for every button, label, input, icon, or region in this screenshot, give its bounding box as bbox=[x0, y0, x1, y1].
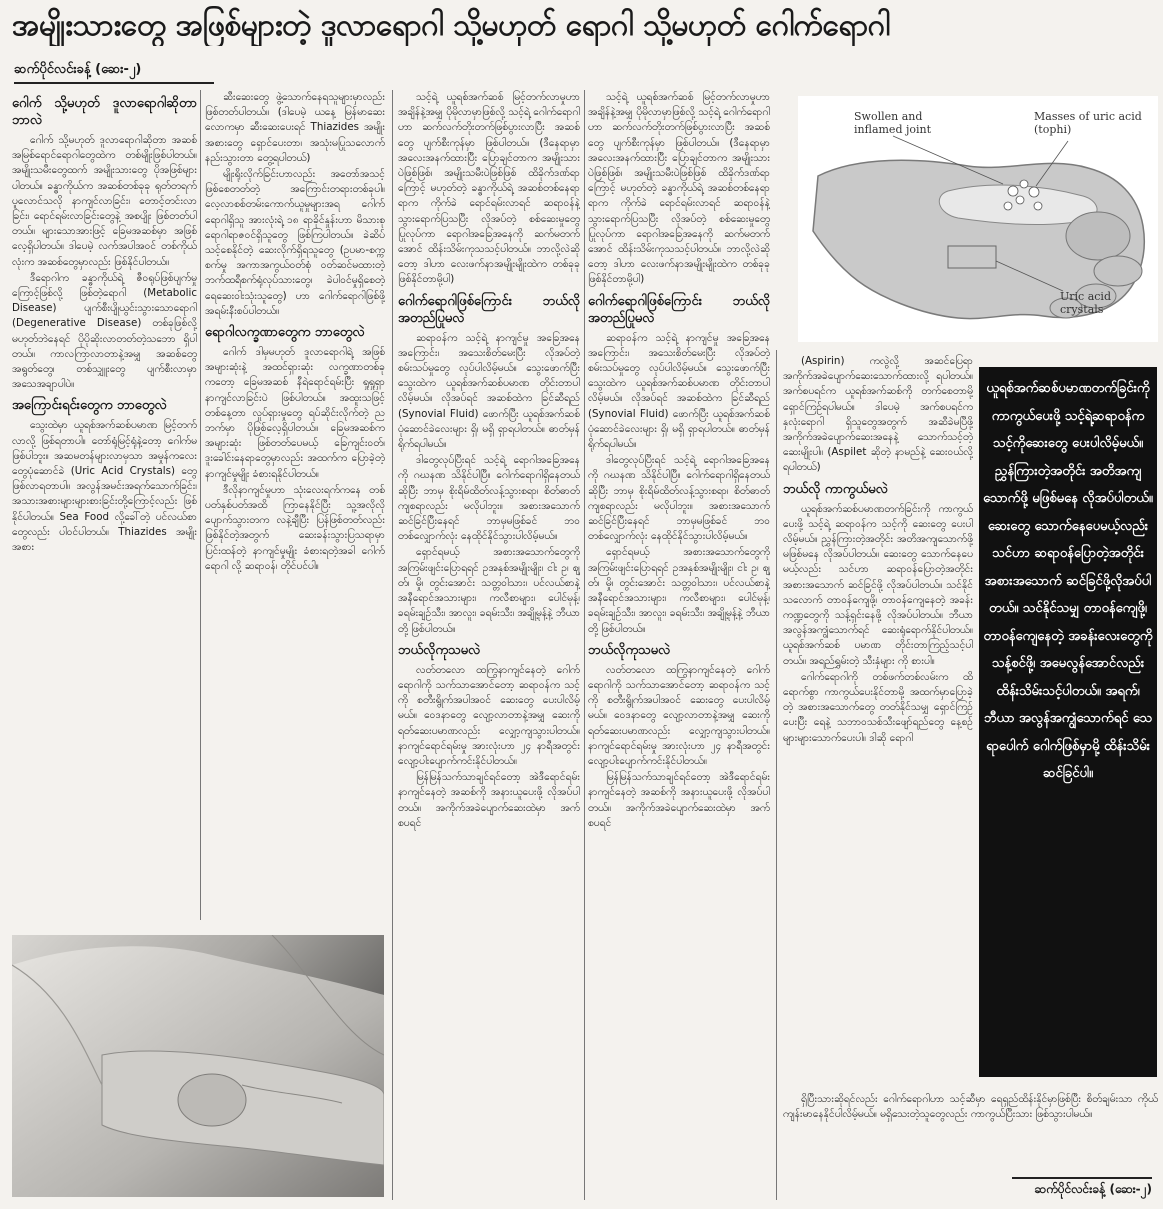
paragraph: မျိုးရိုးလိုက်ခြင်းဟာလည်း အတော်အသင့်ဖြစ်စေတတ်တဲ့ အကြောင်းတရားတစ်ခုပါ။ လေ့လာစစ်တမ်းကောက်ယူမှုများအရ ဂေါက်ရောဂါရှိသူ အားလုံးရဲ့ ၁၈ ရာခိုင်နှုန်းဟာ မိသားစုရောဂါရာဇဝင်ရှိသူတွေ ဖြစ်ကြပါတယ်။ ခဲဆိပ်သင့်စေနိုင်တဲ့ ဆေးလိုက်ရှိရသူတွေ (ဥပမာ-စက္ကစက်မှု အကာအကွယ်ဝတ်စုံ ဝတ်ဆင်မထားတဲ့ ဘက်ထရီစက်ရုံလုပ်သားတွေ၊ ခဲပါဝင်မှုရှိစေတဲ့ ရေဆေးဝါးသုံးသူတွေ) ဟာ ဂေါက်ရောဂါဖြစ်ဖို့ အရမ်းနီးစပ်ပါတယ်။ bbox=[205, 168, 385, 317]
paragraph: ရှောင်ရမယ့် အစားအသောက်တွေကို အကြမ်းဖျင်းပြောရရင် ဥအနှစ်အမျိုးမျိုး၊ ငါး ဥ၊ ဈွတ်၊ မှို၊ တွင်းအောင်း သတ္တဝါသား၊ ပင်လယ်စာနဲ့ အနီရောင်အသားများ၊ ကလီစာများ၊ ပေါင်မုန့်၊ ခရမ်းချဉ်သီး၊ အာလူး၊ ခရမ်းသီး၊ အချို့မုန့်နဲ့ ဘီယာတို့ ဖြစ်ပါတယ်။ bbox=[398, 546, 580, 635]
column-rule bbox=[392, 90, 393, 1200]
byline: ဆက်ပိုင်လင်းခန့် (ဆေး-၂) bbox=[14, 58, 214, 84]
paragraph: လတ်တလော ထကြွနာကျင်နေတဲ့ ဂေါက်ရောဂါကို သက်သာအောင်တော့ ဆရာဝန်က သင့်ကို စတီးရွိုက်အပါအဝင် ဆေးတွေ ပေးပါလိမ့်မယ်။ ဝေဒနာတွေ လျော့လာတာနဲ့အမျှ ဆေးကိုရတ်ဆေးပမာဏလည်း လျှော့ကျသွားပါတယ်။ နာကျင်ရောင်ရမ်းမှု အားလုံးဟာ ၂၄ နာရီအတွင်း လျော့ပါးပျောက်ကင်းနိုင်ပါတယ်။ bbox=[588, 663, 770, 767]
hand-drawing bbox=[12, 935, 384, 1197]
column-1 bbox=[12, 90, 197, 920]
section-heading: အကြောင်းရင်းတွေက ဘာတွေလဲ bbox=[12, 398, 167, 414]
column-2 bbox=[205, 90, 385, 920]
pull-quote-sidebar: ယူရစ်အက်ဆစ်ပမာဏတက်ခြင်းကို ကာကွယ်ပေးဖို့ သင့်ရဲ့ဆရာဝန်က သင့်ကိုဆေးတွေ ပေးပါလိမ့်မယ်။ ညွှန်ကြားတဲ့အတိုင်း အတိအကျသောက်ဖို့ မဖြစ်မနေ လိုအပ်ပါတယ်။ ဆေးတွေ သောက်နေပေမယ့်လည်း သင်ဟာ ဆရာဝန်ပြောတဲ့အတိုင်း အစားအသောက် ဆင်ခြင်ဖို့လိုအပ်ပါတယ်။ သင်နိုင်သမျှ တာဝန်ကျေဖို့၊ တာဝန်ကျေနေတဲ့ အခန်းလေးတွေကို သန့်စင်ဖို့၊ အမေလွန်အောင်လည်း ထိန်းသိမ်းသင့်ပါတယ်။ အရက်၊ ဘီယာ အလွန်အကျွံသောက်ရင် သေရာပေါက် ဂေါက်ဖြစ်မှာမို့ ထိန်းသိမ်းဆင်ခြင်ပါ။ bbox=[979, 367, 1157, 1077]
paragraph: ယူရစ်အက်ဆစ်ပမာဏတက်ခြင်းကို ကာကွယ်ပေးဖို့ သင့်ရဲ့ ဆရာဝန်က သင့်ကို ဆေးတွေ ပေးပါလိမ့်မယ်။ ညွှန်ကြားတဲ့အတိုင်း အတိအကျသောက်ဖို့ မဖြစ်မနေ လိုအပ်ပါတယ်။ ဆေးတွေ သောက်နေပေမယ့်လည်း သင်ဟာ ဆရာဝန်ပြောတဲ့အတိုင်း အစားအသောက် ဆင်ခြင်ဖို့ လိုအပ်ပါတယ်။ သင်နိုင်သလောက် တာဝန်ကျေဖို့၊ တာဝန်ကျေနေတဲ့ အခန်းကဏ္ဍတွေကို သန့်ရှင်းနေဖို့ လိုအပ်ပါတယ်။ ဘီယာ အလွန်အကျွံသောက်ရင် ဆေးရုံရောက်နိုင်ပါတယ်။ ယူရစ်အက်ဆစ် ပမာဏ တိုင်းတာကြည့်သင့်ပါတယ်။ အရည်ရွှမ်းတဲ့ သီးနှံများ ကို စားပါ။ bbox=[783, 502, 973, 667]
paragraph: ဂေါက် သို့မဟုတ် ဒူလာရောဂါဆိုတာ အဆစ်အမြစ်ရောင်ရောဂါတွေထဲက တစ်မျိုးဖြစ်ပါတယ်။ အမျိုးသမီးတွေထက် အမျိုးသားတွေ ပိုအဖြစ်များပါတယ်။ ခန္ဓာကိုယ်က အဆစ်တစ်ခုခု ရုတ်တရက် ပူလောင်သလို နာကျင်လာခြင်း၊ တောင့်တင်းလာခြင်း၊ ရောင်ရမ်းလာခြင်းတွေနဲ့ အစပျိုး ဖြစ်တတ်ပါတယ်။ များသောအားဖြင့် ခြေမအဆစ်မှာ အဖြစ်လေ့ရှိပါတယ်။ ဒါပေမဲ့ လက်အပါအဝင် တစ်ကိုယ်လုံးက အဆစ်တွေမှာလည်း ဖြစ်နိုင်ပါတယ်။ bbox=[12, 134, 197, 268]
paragraph: သွေးထဲမှာ ယူရစ်အက်ဆစ်ပမာဏ မြင့်တက်လာလို့ ဖြစ်ရတာပါ။ တော်ရုံမြင့်ရုံနဲ့တော့ ဂေါက်မဖြစ်ပါဘူး။ အဆမတန်များလာမှသာ အမှုန်ကလေးတွေပုံဆောင်ခဲ (Uric Acid Crystals) တွေဖြစ်လာရတာပါ။ အလွန်အမင်းအရက်သောက်ခြင်း၊ အသားအစားများများစားခြင်းတို့ကြောင့်လည်း ဖြစ်နိုင်ပါတယ်။ Sea Food လို့ခေါ်တဲ့ ပင်လယ်စာတွေလည်း ပါဝင်ပါတယ်။ Thiazides အမျိုးအစား bbox=[12, 419, 197, 554]
column-rule bbox=[776, 350, 777, 1200]
section-heading: ဘယ်လိုကုသမလဲ bbox=[398, 642, 481, 658]
section-heading: ရောဂါလက္ခဏာတွေက ဘာတွေလဲ bbox=[205, 325, 365, 341]
paragraph: သင့်ရဲ့ ယူရစ်အက်ဆစ် မြင့်တက်လာမှုဟာ အချိန်နဲ့အမျှ ပိုမိုလာမှာဖြစ်လို့ သင့်ရဲ့ ဂေါက်ရောဂါဟာ ဆက်လက်တိုးတက်ဖြစ်ပွားလာပြီး အဆစ်တွေ ပျက်စီးကုန်မှာ ဖြစ်ပါတယ်။ (ဒီနေရာမှာ အလေးအနက်ထားပြီး ပြောချင်တာက အမျိုးသားပဲဖြစ်ဖြစ်၊ အမျိုးသမီးပဲဖြစ်ဖြစ် ထိခိုက်ဒဏ်ရာကြောင့် မဟုတ်တဲ့ ခန္ဓာကိုယ်ရဲ့ အဆစ်တစ်နေရာရာက ကိုက်ခဲ ရောင်ရမ်းလာရင် ဆရာဝန်နဲ့ သွားရောက်ပြသပြီး လိုအပ်တဲ့ စစ်ဆေးမှုတွေ ပြုလုပ်ကာ ရောဂါအခြေအနေကို ဆက်မတက်အောင် ထိန်းသိမ်းကုသသင့်ပါတယ်။ ဘာလို့လဲဆိုတော့ ဒါဟာ လေးဖက်နာအမျိုးမျိုးထဲက တစ်ခုခု ဖြစ်နိုင်တာမို့ပါ) bbox=[588, 91, 770, 286]
paragraph: ဆရာဝန်က သင့်ရဲ့ နာကျင်မှု အခြေအနေအကြောင်း၊ အသေးစိတ်မေးပြီး လိုအပ်တဲ့စမ်းသပ်မှုတွေ လုပ်ပါလိမ့်မယ်။ သွေးဖောက်ပြီး သွေးထဲက ယူရစ်အက်ဆစ်ပမာဏ တိုင်းတာပါလိမ့်မယ်။ လိုအပ်ရင် အဆစ်ထဲက ခြင်ဆီရည် (Synovial Fluid) ဖောက်ပြီး ယူရစ်အက်ဆစ်ပုံဆောင်ခဲလေးများ ရှိ၊ မရှိ ရှာရပါတယ်။ ဓာတ်မှန်ရိုက်ရပါမယ်။ bbox=[588, 331, 770, 451]
paragraph: ဒါတွေလုပ်ပြီးရင် သင့်ရဲ့ ရောဂါအခြေအနေကို ဂဃနဏ သိနိုင်ပါပြီ။ ဂေါက်ရောဂါရှိနေတယ်ဆိုပြီး ဘာမှ စိုးရိမ်ထိတ်လန့်သွားစရာ၊ စိတ်ဓာတ်ကျစရာလည်း မလိုပါဘူး။ အစားအသောက်ဆင်ခြင်ပြီးနေရင် ဘာမှမဖြစ်ခင် ဘဝတစ်လျှောက်လုံး နေထိုင်နိုင်သွားပါလိမ့်မယ်။ bbox=[398, 454, 580, 543]
column-rule bbox=[584, 90, 585, 1200]
section-heading: ဂေါက်ရောဂါဖြစ်ကြောင်း ဘယ်လို အတည်ပြုမလဲ bbox=[398, 293, 580, 326]
paragraph: (Aspirin) ကလွဲလို့ အဆင်ပြေရာ အကိုက်အခဲပျောက်ဆေးသောက်ထားလို့ ရပါတယ်။ အက်စပရင်က ယူရစ်အက်ဆစ်ကို တက်စေတာမို့ ရှောင်ကြဉ်ရပါမယ်။ ဒါပေမဲ့ အက်စပရင်က နှလုံးရောဂါ ရှိသူတွေအတွက် အဆီခဲမပြီဖို့ အကိုက်အခဲပျောက်ဆေးအနေနဲ့ သောက်သင့်တဲ့ဆေးမျိုးပါ။ (Aspilet ဆိုတဲ့ နာမည်နဲ့ ဆေးဝယ်လို့ရပါတယ်) bbox=[783, 355, 973, 474]
paragraph: သင့်ရဲ့ ယူရစ်အက်ဆစ် မြင့်တက်လာမှုဟာ အချိန်နဲ့အမျှ ပိုမိုလာမှာဖြစ်လို့ သင့်ရဲ့ ဂေါက်ရောဂါဟာ ဆက်လက်တိုးတက်ဖြစ်ပွားလာပြီး အဆစ်တွေ ပျက်စီးကုန်မှာ ဖြစ်ပါတယ်။ (ဒီနေရာမှာ အလေးအနက်ထားပြီး ပြောချင်တာက အမျိုးသားပဲဖြစ်ဖြစ်၊ အမျိုးသမီးပဲဖြစ်ဖြစ် ထိခိုက်ဒဏ်ရာကြောင့် မဟုတ်တဲ့ ခန္ဓာကိုယ်ရဲ့ အဆစ်တစ်နေရာရာက ကိုက်ခဲ ရောင်ရမ်းလာရင် ဆရာဝန်နဲ့ သွားရောက်ပြသပြီး လိုအပ်တဲ့ စစ်ဆေးမှုတွေ ပြုလုပ်ကာ ရောဂါအခြေအနေကို ဆက်မတက်အောင် ထိန်းသိမ်းကုသသင့်ပါတယ်။ ဘာလို့လဲဆိုတော့ ဒါဟာ လေးဖက်နာအမျိုးမျိုးထဲက တစ်ခုခု ဖြစ်နိုင်တာမို့ပါ) bbox=[398, 91, 580, 286]
column-3 bbox=[398, 90, 580, 1200]
label-swollen-joint: Swollen and inflamed joint bbox=[854, 110, 932, 136]
paragraph: ဆီးဆေးတွေ ဖွဲ့သောက်နေရသူများမှာလည်း ဖြစ်တတ်ပါတယ်။ (ဒါပေမဲ့ ယနေ့ မြန်မာဆေးလောကမှာ ဆီးဆေးပေးရင် Thiazides အမျိုးအစားတွေ ရှောင်ပေးတာ၊ အသုံးမပြုသလောက် နည်းသွားတာ တွေ့ရပါတယ်) bbox=[205, 91, 385, 164]
paragraph: ရှောင်ရမယ့် အစားအသောက်တွေကို အကြမ်းဖျင်းပြောရရင် ဥအနှစ်အမျိုးမျိုး၊ ငါး ဥ၊ ဈွတ်၊ မှို၊ တွင်းအောင်း သတ္တဝါသား၊ ပင်လယ်စာနဲ့ အနီရောင်အသားများ၊ ကလီစာများ၊ ပေါင်မုန့်၊ ခရမ်းချဉ်သီး၊ အာလူး၊ ခရမ်းသီး၊ အချို့မုန့်နဲ့ ဘီယာတို့ ဖြစ်ပါတယ်။ bbox=[588, 546, 770, 635]
column-4 bbox=[588, 90, 770, 1200]
label-tophi: Masses of uric acid (tophi) bbox=[1034, 110, 1142, 136]
paragraph: ဒီလိုနာကျင်မှုဟာ သုံးလေးရက်ကနေ တစ်ပတ်နှစ်ပတ်အထိ ကြာနေနိုင်ပြီး သူ့အလိုလို ပျောက်သွားတက လနဲ့ချီပြီး ပြန်ဖြစ်တတ်လည်းဖြစ်နိုင်တဲ့အတွက် ဆေးခန်းသွားပြသရာမှာ ပြင်းထန်တဲ့ နာကျင်မှုမျိုး ခံစားရတဲ့အခါ ဂေါက်ရောဂါ လို့ ဆရာဝန်၊ တိုင်ပင်ပါ။ bbox=[205, 483, 385, 572]
paragraph: ရှိပြီးသားဆိုရင်လည်း ဂေါက်ရောဂါဟာ သင့်ဆီမှာ ရေရှည်ထိန်းနိုင်မှာဖြစ်ပြီး စိတ်ချမ်းသာ ကိုယ်ကျန်းမာနေနိုင်ပါလိမ့်မယ်။ မရှိသေးတဲ့သူတွေလည်း ကာကွယ်ပြီးသား ဖြစ်သွားပါမယ်။ bbox=[783, 1093, 1158, 1121]
paragraph: ဆရာဝန်က သင့်ရဲ့ နာကျင်မှု အခြေအနေအကြောင်း၊ အသေးစိတ်မေးပြီး လိုအပ်တဲ့စမ်းသပ်မှုတွေ လုပ်ပါလိမ့်မယ်။ သွေးဖောက်ပြီး သွေးထဲက ယူရစ်အက်ဆစ်ပမာဏ တိုင်းတာပါလိမ့်မယ်။ လိုအပ်ရင် အဆစ်ထဲက ခြင်ဆီရည် (Synovial Fluid) ဖောက်ပြီး ယူရစ်အက်ဆစ်ပုံဆောင်ခဲလေးများ ရှိ၊ မရှိ ရှာရပါတယ်။ ဓာတ်မှန်ရိုက်ရပါမယ်။ bbox=[398, 331, 580, 451]
paragraph: ဒါတွေလုပ်ပြီးရင် သင့်ရဲ့ ရောဂါအခြေအနေကို ဂဃနဏ သိနိုင်ပါပြီ။ ဂေါက်ရောဂါရှိနေတယ်ဆိုပြီး ဘာမှ စိုးရိမ်ထိတ်လန့်သွားစရာ၊ စိတ်ဓာတ်ကျစရာလည်း မလိုပါဘူး။ အစားအသောက်ဆင်ခြင်ပြီးနေရင် ဘာမှမဖြစ်ခင် ဘဝတစ်လျှောက်လုံး နေထိုင်နိုင်သွားပါလိမ့်မယ်။ bbox=[588, 454, 770, 543]
paragraph: လတ်တလော ထကြွနာကျင်နေတဲ့ ဂေါက်ရောဂါကို သက်သာအောင်တော့ ဆရာဝန်က သင့်ကို စတီးရွိုက်အပါအဝင် ဆေးတွေ ပေးပါလိမ့်မယ်။ ဝေဒနာတွေ လျော့လာတာနဲ့အမျှ ဆေးကိုရတ်ဆေးပမာဏလည်း လျှော့ကျသွားပါတယ်။ နာကျင်ရောင်ရမ်းမှု အားလုံးဟာ ၂၄ နာရီအတွင်း လျော့ပါးပျောက်ကင်းနိုင်ပါတယ်။ bbox=[398, 663, 580, 767]
paragraph: ဂေါက် ဒါမှမဟုတ် ဒူလာရောဂါရဲ့ အဖြစ်အများဆုံးနဲ့ အထင်ရှားဆုံး လက္ခဏာတစ်ခုကတော့ ခြေမအဆစ် နီရဲရောင်ရမ်းပြီး ရှုရှုရှာ နာကျင်လာခြင်းပဲ ဖြစ်ပါတယ်။ အထူးသဖြင့် တစ်နေ့တာ လှုပ်ရှားမှုတွေ ရပ်ဆိုင်းလိုက်တဲ့ ညဘက်မှာ ပိုဖြစ်လေ့ရှိပါတယ်။ ခြေမအဆစ်က အများဆုံး ဖြစ်တတ်ပေမယ့် ခြေကျင်းဝတ်၊ ဒူးခေါင်းနေရာတွေမှာလည်း အထက်က ပြောခဲ့တဲ့ နာကျင်မှုမျိုး ခံစားရနိုင်ပါတယ်။ bbox=[205, 346, 385, 480]
paragraph: မြန်မြန်သက်သာချင်ရင်တော့ အဲဒီရောင်ရမ်းနာကျင်နေတဲ့ အဆစ်ကို အနားယူပေးဖို့ လိုအပ်ပါတယ်။ အကိုက်အခဲပျောက်ဆေးထဲမှာ အက်စပရင် bbox=[588, 771, 770, 829]
headline: အမျိုးသားတွေ အဖြစ်များတဲ့ ဒူလာရောဂါ သို့မဟုတ် ရောဂါ သို့မဟုတ် ဂေါက်ရောဂါ bbox=[12, 8, 890, 43]
section-heading: ဂေါက် သို့မဟုတ် ဒူလာရောဂါဆိုတာ ဘာလဲ bbox=[12, 96, 197, 128]
column-rule bbox=[200, 90, 201, 920]
paragraph: ဂေါက်ရောဂါကို တစ်ဖက်တစ်လမ်းက ထိရောက်စွာ ကာကွယ်ပေးနိုင်တာမို့ အထက်မှာပြောခဲ့တဲ့ အစားအသောက်တွေ တတ်နိုင်သမျှ ရှောင်ကြဉ်ပေးပြီး ရေနဲ့ သဘာဝသစ်သီးဖျော်ရည်တွေ နေ့စဉ် များများသောက်ပေးပါ။ ဒါဆို ရောဂါ bbox=[783, 670, 973, 744]
paragraph: မြန်မြန်သက်သာချင်ရင်တော့ အဲဒီရောင်ရမ်းနာကျင်နေတဲ့ အဆစ်ကို အနားယူပေးဖို့ လိုအပ်ပါတယ်။ အကိုက်အခဲပျောက်ဆေးထဲမှာ အက်စပရင် bbox=[398, 771, 580, 829]
section-heading: ဂေါက်ရောဂါဖြစ်ကြောင်း ဘယ်လို အတည်ပြုမလဲ bbox=[588, 293, 770, 326]
signature: ဆက်ပိုင်လင်းခန့် (ဆေး-၂) bbox=[1012, 1177, 1152, 1201]
paragraph: ဒီရောဂါက ခန္ဓာကိုယ်ရဲ့ ဇီဝရုပ်ဖြစ်ပျက်မှုကြောင့်ဖြစ်လို့ ဖြစ်တဲ့ရောဂါ (Metabolic Disease) ပျက်စီးပျိုယွင်းသွားသောရောဂါ (Degenerative Disease) တစ်ခုဖြစ်လို့ မဟုတ်ဘဲနေရင် ပိုပိုဆိုးလာတတ်တဲ့သဘော ရှိပါတယ်။ ကာလကြာလာတာနဲ့အမျှ အဆစ်တွေ အရွတ်တွေ၊ တစ်သျှူးတွေ ပျက်စီးလာမှာ အသေအချာပါပဲ။ bbox=[12, 271, 197, 391]
gout-hand-photo bbox=[12, 935, 384, 1197]
column-5 bbox=[783, 354, 973, 1184]
label-uric-crystals: Uric acid crystals bbox=[1060, 290, 1111, 316]
column-5-continuation bbox=[783, 1092, 1158, 1177]
section-heading: ဘယ်လို ကာကွယ်မလဲ bbox=[783, 481, 888, 497]
gout-foot-illustration bbox=[798, 96, 1158, 342]
section-heading: ဘယ်လိုကုသမလဲ bbox=[588, 642, 671, 658]
